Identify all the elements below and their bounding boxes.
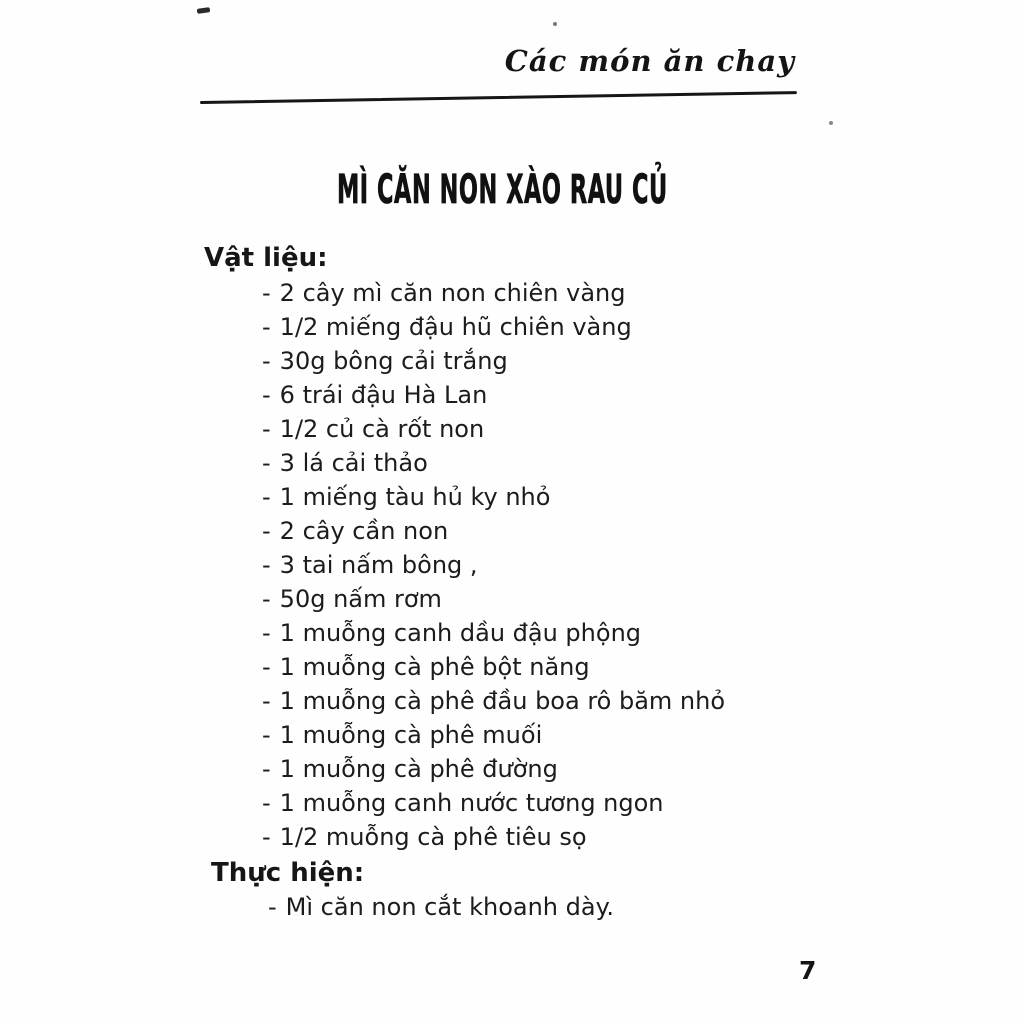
list-item <box>262 616 725 650</box>
steps-heading: Thực hiện: <box>211 858 365 888</box>
item-text: 1 muỗng canh nước tương ngon <box>279 789 664 817</box>
step-text: Mì căn non cắt khoanh dày. <box>285 893 614 921</box>
list-item <box>262 684 725 718</box>
dash-bullet: - <box>262 483 271 511</box>
dash-bullet: - <box>262 687 271 715</box>
scan-speckle <box>829 121 833 125</box>
dash-bullet: - <box>262 279 271 307</box>
dash-bullet: - <box>262 313 271 341</box>
dash-bullet: - <box>262 823 271 851</box>
list-item <box>262 446 725 480</box>
item-text: 30g bông cải trắng <box>279 347 508 375</box>
list-item <box>262 276 725 310</box>
dash-bullet: - <box>268 893 277 921</box>
item-text: 3 tai nấm bông , <box>279 551 478 579</box>
item-text: 50g nấm rơm <box>279 585 442 613</box>
item-text: 1 muỗng cà phê bột năng <box>279 653 590 681</box>
list-item <box>262 650 725 684</box>
item-text: 1 muỗng cà phê đường <box>279 755 558 783</box>
list-item <box>262 820 725 854</box>
page-number: 7 <box>799 956 817 985</box>
list-item <box>262 582 725 616</box>
dash-bullet: - <box>262 653 271 681</box>
list-item <box>262 548 725 582</box>
list-item <box>262 378 725 412</box>
item-text: 2 cây mì căn non chiên vàng <box>279 279 626 307</box>
list-item <box>262 718 725 752</box>
dash-bullet: - <box>262 619 271 647</box>
item-text: 1/2 muỗng cà phê tiêu sọ <box>279 823 587 851</box>
list-item <box>262 786 725 820</box>
item-text: 1/2 miếng đậu hũ chiên vàng <box>279 313 632 341</box>
list-item <box>262 752 725 786</box>
dash-bullet: - <box>262 721 271 749</box>
item-text: 1 muỗng cà phê đầu boa rô băm nhỏ <box>279 687 726 715</box>
ingredients-heading: Vật liệu: <box>204 243 328 273</box>
item-text: 1 miếng tàu hủ ky nhỏ <box>279 483 551 511</box>
dash-bullet: - <box>262 755 271 783</box>
recipe-title-text: MÌ CĂN NON XÀO RAU CỦ <box>336 167 668 213</box>
item-text: 3 lá cải thảo <box>279 449 428 477</box>
scan-speckle <box>197 7 211 14</box>
running-header: Các món ăn chay <box>504 44 795 78</box>
dash-bullet: - <box>262 517 271 545</box>
item-text: 6 trái đậu Hà Lan <box>279 381 488 409</box>
scan-speckle <box>553 22 557 26</box>
list-item <box>262 310 725 344</box>
ingredients-list <box>262 276 725 854</box>
item-text: 1 muỗng canh dầu đậu phộng <box>279 619 642 647</box>
list-item <box>262 480 725 514</box>
dash-bullet: - <box>262 381 271 409</box>
dash-bullet: - <box>262 449 271 477</box>
header-rule <box>200 91 797 104</box>
dash-bullet: - <box>262 585 271 613</box>
dash-bullet: - <box>262 789 271 817</box>
list-item <box>262 344 725 378</box>
dash-bullet: - <box>262 415 271 443</box>
list-item <box>262 514 725 548</box>
dash-bullet: - <box>262 551 271 579</box>
recipe-title <box>0 167 1004 213</box>
list-item <box>262 412 725 446</box>
item-text: 2 cây cần non <box>279 517 449 545</box>
item-text: 1/2 củ cà rốt non <box>279 415 485 443</box>
item-text: 1 muỗng cà phê muối <box>279 721 543 749</box>
step-item <box>268 890 614 924</box>
dash-bullet: - <box>262 347 271 375</box>
